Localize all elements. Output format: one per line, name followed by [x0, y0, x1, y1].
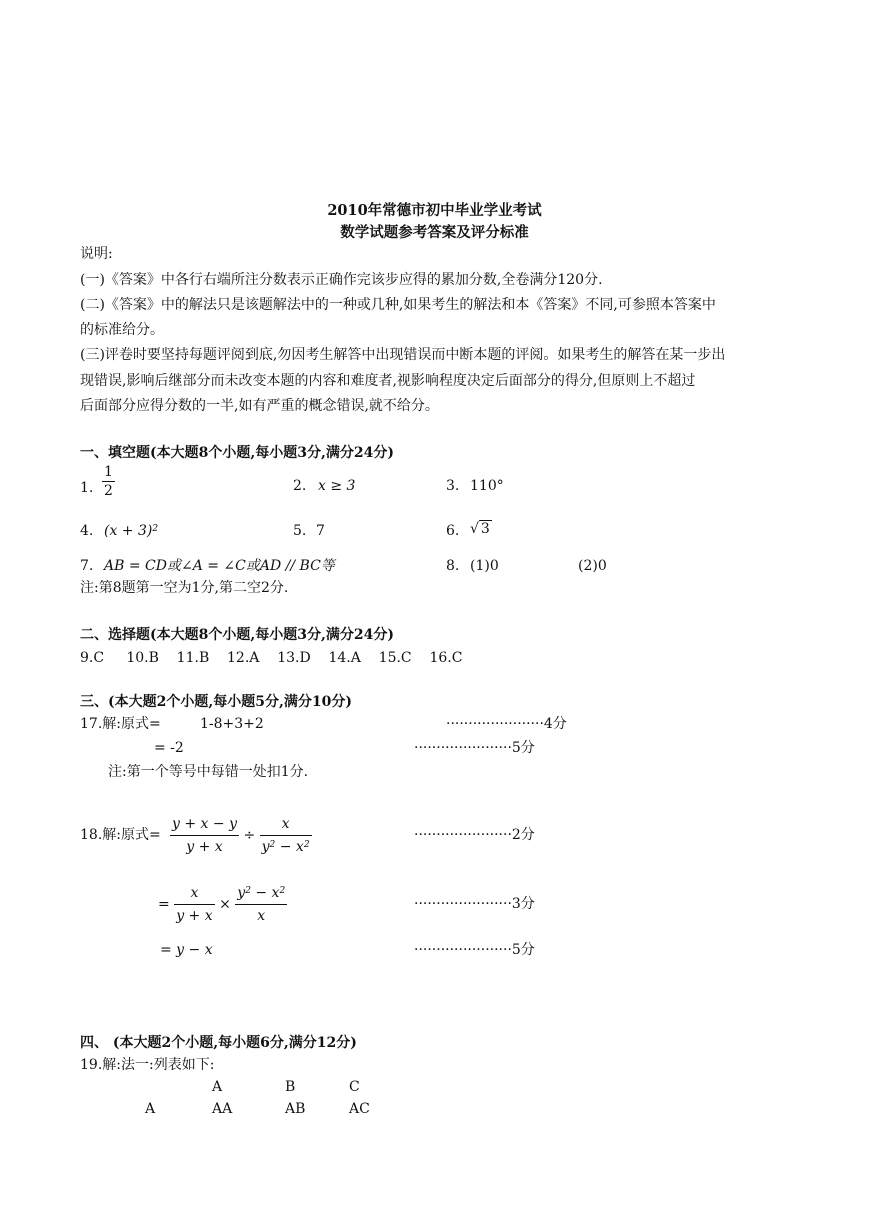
q17-step2: = -2 [154, 740, 184, 756]
q6-radicand: 3 [480, 521, 490, 537]
q18-f4-numerator: $y^2 - x^2$ [235, 882, 287, 905]
page-subtitle: 数学试题参考答案及评分标准 [340, 224, 529, 241]
q2-answer: x ≥ 3 [318, 478, 356, 494]
note-3a: (三)评卷时要坚持每题评阅到底,勿因考生解答中出现错误而中断本题的评阅。如果考生的解答在某一步出 [80, 347, 726, 363]
notes-label: 说明: [80, 246, 113, 262]
q6-number: 6. [446, 523, 460, 539]
note-2a: (二)《答案》中的解法只是该题解法中的一种或几种,如果考生的解法和本《答案》不同,可参照本答案中 [80, 297, 716, 313]
q17-label: 17.解:原式= [80, 716, 161, 732]
q1-numerator: 1 [104, 464, 113, 480]
section2-heading: 二、选择题(本大题8个小题,每小题3分,满分24分) [80, 627, 394, 643]
section1-heading: 一、填空题(本大题8个小题,每小题3分,满分24分) [80, 445, 394, 461]
section2-answers: 9.C 10.B 11.B 12.A 13.D 14.A 15.C 16.C [80, 650, 463, 666]
divide-sign: ÷ [243, 827, 256, 844]
q8-answer-1: (1)0 [470, 558, 499, 574]
table-col-header: A [212, 1079, 223, 1095]
note-3b: 现错误,影响后继部分而未改变本题的内容和难度者,视影响程度决定后面部分的得分,但原则上不超过 [80, 373, 696, 389]
q18-f3-denominator: y + x [176, 908, 213, 924]
q6-answer-sqrt [470, 519, 492, 539]
q18-f3-numerator: x [174, 882, 214, 905]
q3-number: 3. [446, 478, 460, 494]
q18-expression-2 [158, 882, 287, 927]
note-2b: 的标准给分。 [80, 322, 164, 338]
q3-answer: 110° [470, 478, 504, 494]
q18-f1-denominator: y + x [186, 839, 223, 855]
sqrt-icon: √ [470, 521, 479, 537]
q4-number: 4. [80, 523, 94, 539]
q18-step3: = y − x [160, 942, 213, 958]
q8-answer-2: (2)0 [578, 558, 607, 574]
q8-number: 8. [446, 558, 460, 574]
note-1: (一)《答案》中各行右端所注分数表示正确作完该步应得的累加分数,全卷满分120分. [80, 272, 603, 288]
q5-number: 5. [293, 523, 307, 539]
table-cell: AA [212, 1101, 233, 1117]
q2-number: 2. [293, 478, 307, 494]
q4-exponent: 2 [152, 524, 159, 534]
table-cell: AC [349, 1101, 370, 1117]
q19-label: 19.解:法一:列表如下: [80, 1057, 215, 1073]
section4-heading: 四、 (本大题2个小题,每小题6分,满分12分) [80, 1035, 357, 1051]
q18-score2: ······················3分 [414, 896, 535, 912]
section3-heading: 三、(本大题2个小题,每小题5分,满分10分) [80, 694, 352, 710]
q17-score2: ······················5分 [414, 740, 535, 756]
section1-note: 注:第8题第一空为1分,第二空2分. [80, 580, 289, 596]
q18-f4-denominator: x [257, 908, 266, 924]
q18-score3: ······················5分 [414, 942, 535, 958]
q18-f2-denominator: $y^2 - x^2$ [261, 839, 310, 855]
q1-number: 1. [80, 480, 94, 496]
page-title: 2010年常德市初中毕业学业考试 [327, 202, 542, 219]
q7-answer: AB = CD或∠A = ∠C或AD // BC等 [104, 558, 335, 574]
q7-number: 7. [80, 558, 94, 574]
q18-score1: ······················2分 [414, 827, 535, 843]
table-row-header: A [145, 1101, 156, 1117]
q18-expression-1 [170, 813, 312, 858]
times-sign: × [219, 896, 231, 913]
note-3c: 后面部分应得分数的一半,如有严重的概念错误,就不给分。 [80, 398, 439, 414]
q18-label: 18.解:原式= [80, 827, 161, 843]
q4-answer [104, 521, 158, 541]
q4-base: (x + 3) [104, 523, 153, 539]
q17-step1: 1-8+3+2 [200, 716, 264, 732]
table-col-header: C [349, 1079, 360, 1095]
q1-denominator: 2 [104, 483, 113, 499]
q17-score1: ······················4分 [446, 716, 567, 732]
table-cell: AB [285, 1101, 306, 1117]
table-col-header: B [285, 1079, 296, 1095]
q17-note: 注:第一个等号中每错一处扣1分. [108, 764, 309, 780]
q5-answer: 7 [316, 523, 325, 539]
q1-answer-fraction [102, 463, 115, 500]
q18-f1-numerator: y + x − y [170, 813, 239, 836]
equals-sign: = [158, 896, 170, 913]
q18-f2-numerator: x [260, 813, 312, 836]
